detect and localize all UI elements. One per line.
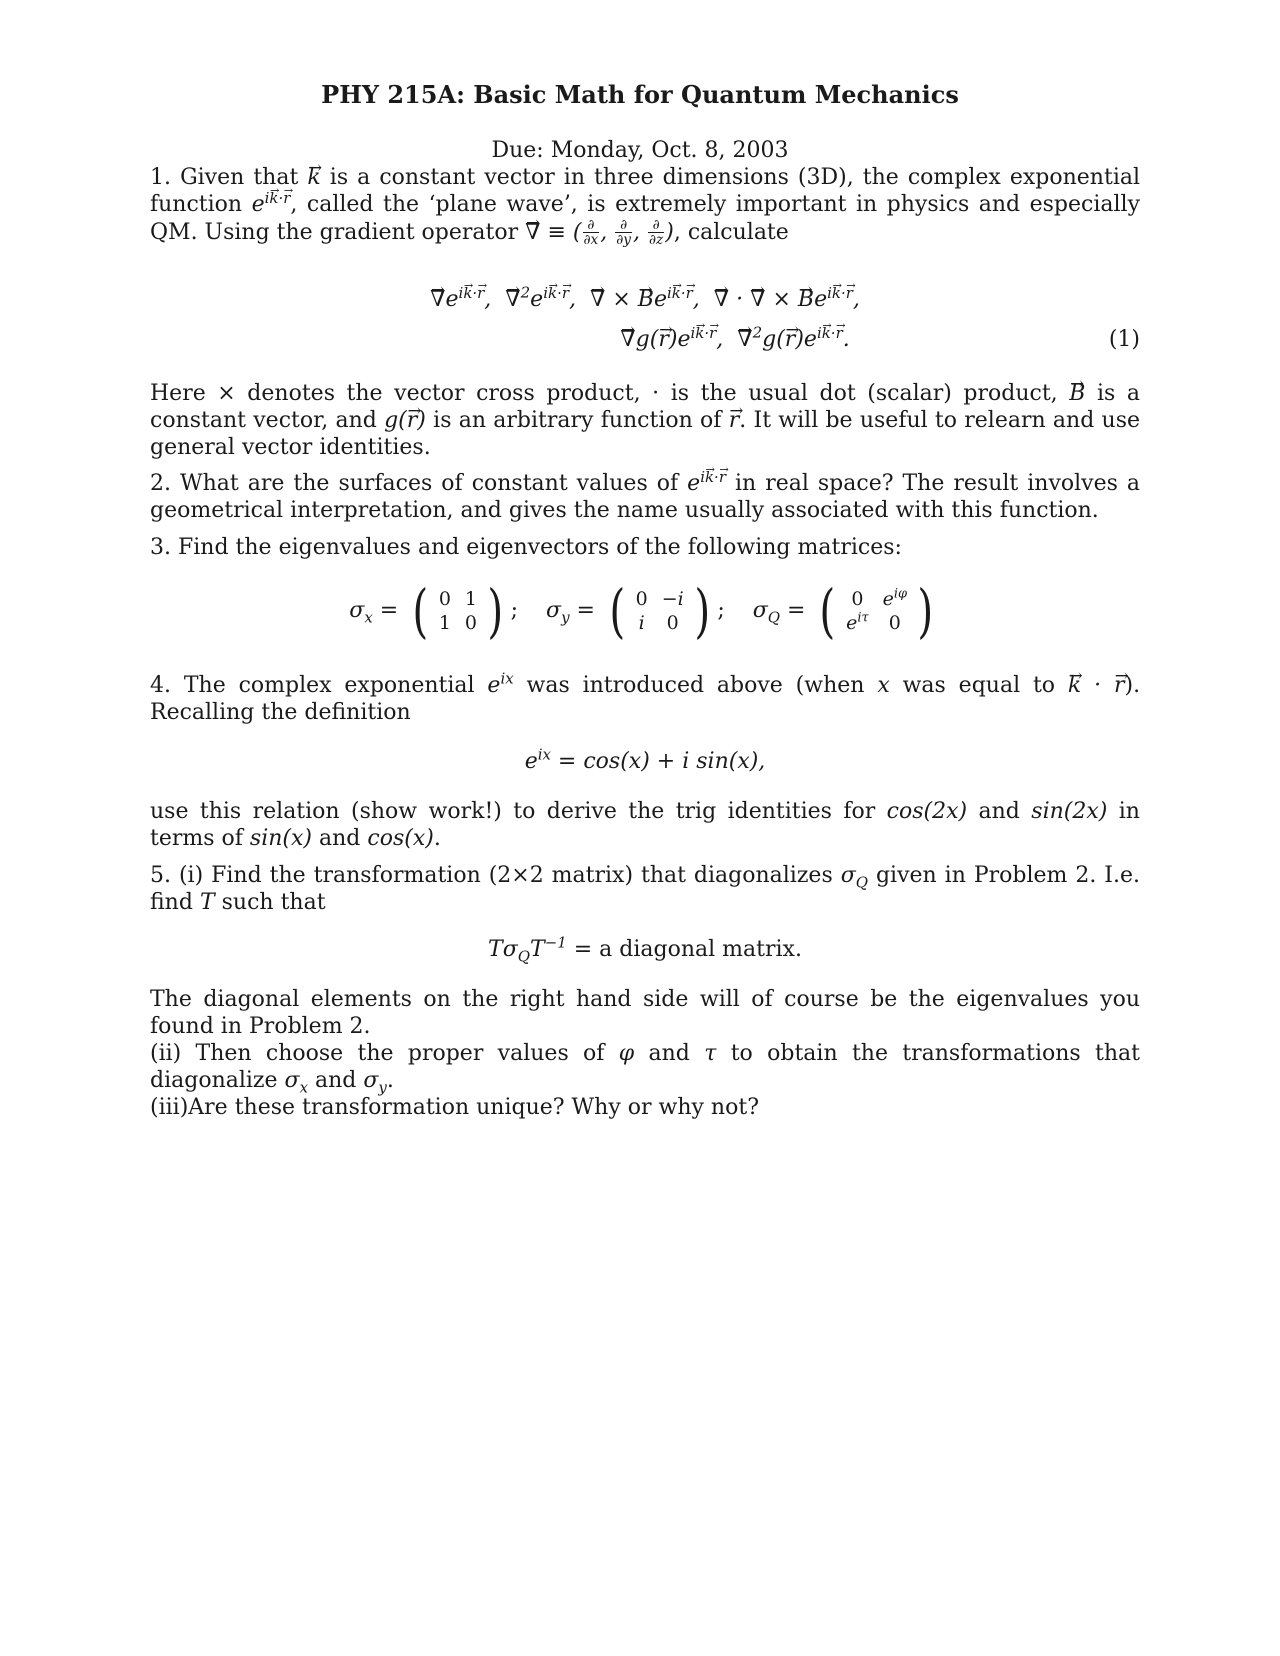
document-title: PHY 215A: Basic Math for Quantum Mechanics bbox=[321, 80, 959, 109]
gradient-operator: → ∇ ≡ ( $\frac{\partial}{\partial x}$ , $\frac{\partial}{\partial y}$ , $\frac{\partial}{\partial z}$ ) bbox=[525, 220, 674, 245]
equation-1-line-1: → $\nabla e^{ik\cdot r}$, → $\nabla^2e^{ik\cdot r}$, → ∇ × → $Be^{ik\cdot r}$, → ∇ · → ∇ × → $Be^{ik\cdot r}$, bbox=[150, 286, 1140, 313]
pauli-matrices: $\sigma_x$ = ( 0 1 1 0 ) ; $\sigma_y$ = ( 0 −i i 0 ) ; $\sigma_Q$ = ( 0 $e^{i\varphi}$ $e^{i\tau}$ 0 ) bbox=[150, 582, 1140, 640]
problem-2-text: 2. What are the surfaces of constant values of $e^{ik\cdot r}$ in real space? The result involves a geometrical interpretation, and gives the name usually associated with this function. bbox=[150, 467, 1141, 523]
diagonalization-equation: $T\sigma_QT^{-1} = a$ diagonal matrix. bbox=[488, 933, 802, 966]
equation-number: (1) bbox=[1108, 327, 1140, 352]
k-vector: → k bbox=[307, 164, 320, 191]
euler-formula: $e^{ix} = \cos(x) + i$ sin(x), bbox=[524, 745, 766, 774]
problem-1-explanation: Here × denotes the vector cross product, · is the usual dot (scalar) product, → B is a constant vector, and g(→ r) is an arbitrary function of → r. It will be useful to relearn and use general vector identities. bbox=[150, 380, 1140, 461]
equation-1-line-2: → $\nabla g(\to r)e^{ik\cdot r}$, → $\nabla^2g(\to r)e^{ik\cdot r}$. (1) bbox=[150, 326, 1140, 353]
problem-4-instructions: use this relation (show work!) to derive the trig identities for cos(2x) and sin(2x) in terms of sin(x) and cos(x). bbox=[150, 799, 1140, 851]
problem-5-text: 5. (i) Find the transformation (2×2 matrix) that diagonalizes $\sigma_Q$ given in Problem 2. I.e. find T such that bbox=[150, 863, 1140, 915]
sigma-y-matrix: ( 0 −i i 0 ) bbox=[609, 577, 710, 645]
problem-5-details: The diagonal elements on the right hand side will of course be the eigenvalues you found in Problem 2. (ii) Then choose the proper values of φ and τ to obtain the transformations that diagonalize $\sigma_x$ and $\sigma_y$. (iii)Are these transformation unique? Why or why not? bbox=[150, 987, 1140, 1120]
problem-4-text: 4. The complex exponential $e^{ix}$ was introduced above (when x was equal to → k · → r). Recalling the definition bbox=[150, 672, 1140, 726]
problem-3-text: 3. Find the eigenvalues and eigenvectors of the following matrices: bbox=[150, 535, 902, 560]
sigma-q-matrix: ( 0 $e^{i\varphi}$ $e^{i\tau}$ 0 ) bbox=[819, 577, 934, 645]
sigma-x-matrix: ( 0 1 1 0 ) bbox=[412, 577, 504, 645]
due-date: Due: Monday, Oct. 8, 2003 bbox=[491, 138, 789, 163]
plane-wave-expr: $e^{ik\cdot r}$ bbox=[251, 188, 291, 217]
problem-1-text: 1. Given that → k is a constant vector in three dimensions (3D), the complex exponential function $e^{ik\cdot r}$, called the ‘plane wave’, is extremely important in physics and especially QM. Using the gradient operator → ∇ ≡ ( $\frac{\partial}{\partial x}$ , $\frac{\partial}{\partial y}$ , $\frac{\partial}{\partial z}$ ), calculate bbox=[150, 164, 1140, 248]
